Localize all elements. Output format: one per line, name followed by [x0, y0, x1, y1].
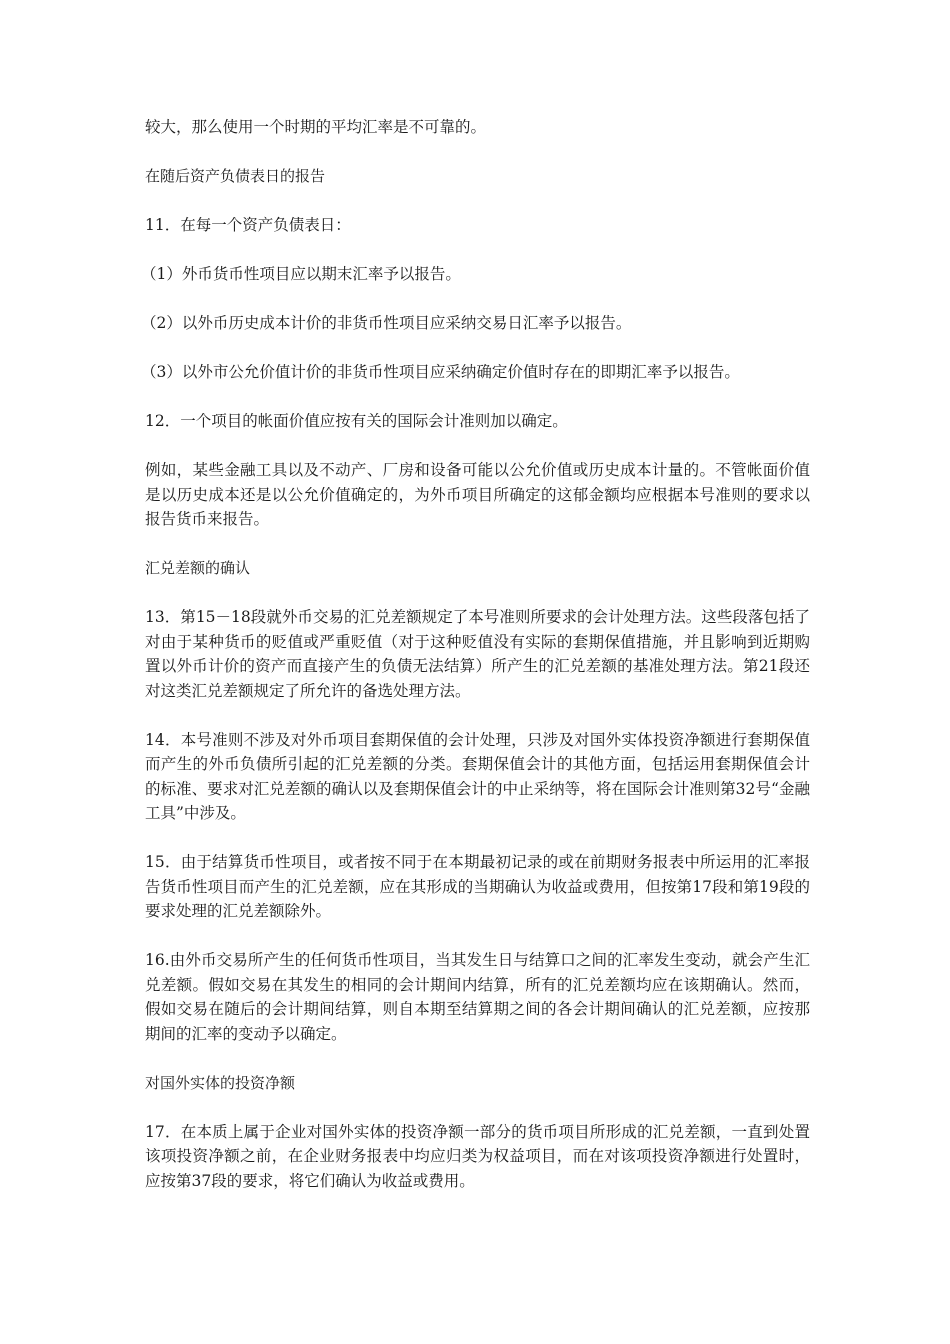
paragraph-12: 12．一个项目的帐面价值应按有关的国际会计准则加以确定。: [145, 412, 568, 430]
paragraph-12-example: 例如，某些金融工具以及不动产、厂房和设备可能以公允价值或历史成本计量的。不管帐面价值是以历史成本还是以公允价值确定的，为外币项目所确定的这郁金额均应根据本号准则的要求以报告货币来报告。: [145, 461, 810, 528]
paragraph-14: 14．本号准则不涉及对外币项目套期保值的会计处理，只涉及对国外实体投资净额进行套期保值而产生的外币负债所引起的汇兑差额的分类。套期保值会计的其他方面，包括运用套期保值会计的标准、要求对汇兑差额的确认以及套期保值会计的中止采纳等，将在国际会计准则第32号“金融工具”中涉及。: [145, 730, 810, 822]
paragraph-11: 11．在每一个资产负债表日：: [145, 216, 351, 234]
paragraph-11-item-1: （1）外币货币性项目应以期末汇率予以报告。: [141, 265, 461, 283]
paragraph-16: 16.由外币交易所产生的任何货币性项目，当其发生日与结算口之间的汇率发生变动，就会产生汇兑差额。假如交易在其发生的相同的会计期间内结算，所有的汇兑差额均应在该期确认。然而，假如交易在随后的会计期间结算，则自本期至结算期之间的各会计期间确认的汇兑差额，应按那期间的汇率的变动予以确定。: [145, 951, 810, 1043]
section-heading-net-investment: 对国外实体的投资净额: [145, 1073, 296, 1092]
section-heading-exchange-differences: 汇兑差额的确认: [145, 559, 251, 577]
paragraph-15: 15．由于结算货币性项目，或者按不同于在本期最初记录的或在前期财务报表中所运用的汇率报告货币性项目而产生的汇兑差额，应在其形成的当期确认为收益或费用，但按第17段和第19段的要求处理的汇兑差额除外。: [145, 853, 810, 920]
paragraph-17: 17．在本质上属于企业对国外实体的投资净额一部分的货币项目所形成的汇兑差额，一直到处置该项投资净额之前，在企业财务报表中均应归类为权益项目，而在对该项投资净额进行处置时，应按第37段的要求，将它们确认为收益或费用。: [145, 1122, 810, 1190]
paragraph-11-item-3: （3）以外市公允价值计价的非货币性项目应采纳确定价值时存在的即期汇率予以报告。: [141, 363, 740, 381]
paragraph-11-item-2: （2）以外币历史成本计价的非货币性项目应采纳交易日汇率予以报告。: [141, 314, 632, 332]
document-page: [141, 115, 810, 1218]
paragraph-continuation: 较大，那么使用一个时期的平均汇率是不可靠的。: [145, 118, 487, 136]
paragraph-13: 13．第15－18段就外币交易的汇兑差额规定了本号准则所要求的会计处理方法。这些段落包括了对由于某种货币的贬值或严重贬值（对于这种贬值没有实际的套期保值措施，并且影响到近期购置以外币计价的资产而直接产生的负债无法结算）所产生的汇兑差额的基准处理方法。第21段还对这类汇兑差额规定了所允许的备选处理方法。: [145, 608, 810, 700]
section-heading-subsequent-reporting: 在随后资产负债表日的报告: [145, 167, 326, 185]
